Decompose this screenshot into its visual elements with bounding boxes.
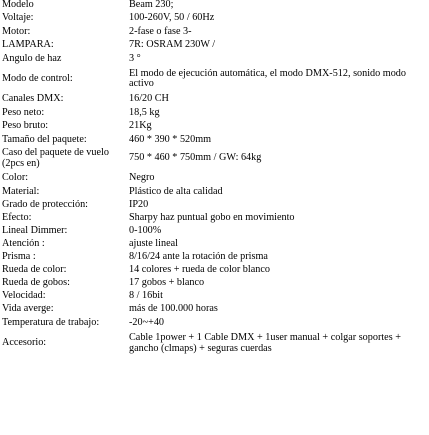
spec-value: 8/16/24 ante la rotación de prisma [129,250,268,262]
spec-label: Modo de control: [2,72,73,84]
spec-label: Peso neto: [2,106,45,118]
spec-row-lineal-dimmer [2,225,428,238]
spec-value: ajuste lineal [129,237,178,249]
spec-row-modo-de-control [2,67,428,92]
spec-label: Rueda de gobos: [2,276,70,288]
spec-value: 3 ° [129,53,141,65]
spec-value: 18,5 kg [129,106,160,118]
spec-table [2,0,428,358]
spec-row-peso-neto [2,107,428,120]
spec-value: Beam 230; [129,0,174,10]
spec-row-temperatura-de-trabajo [2,317,428,330]
spec-label: LAMPARA: [2,39,54,51]
spec-value: Negro [129,171,155,183]
spec-value: 0-100% [129,224,162,236]
spec-value: Cable 1power + 1 Cable DMX + 1user manual + colgar soportes + gancho (clmaps) + seguras cuerdas [129,332,401,354]
spec-value: IP20 [129,198,149,210]
spec-label: Temperatura de trabajo: [2,316,100,328]
spec-row-color [2,171,428,186]
spec-row-voltaje [2,11,428,27]
spec-value: El modo de ejecución automática, el modo DMX-512, sonido modo activo [129,67,406,90]
spec-label: Efecto: [2,211,32,223]
spec-label: Angulo de haz [2,53,62,65]
spec-value: 16/20 CH [129,92,169,104]
spec-row-grado-de-proteccion [2,199,428,212]
spec-value: 14 colores + rueda de color blanco [129,263,270,275]
spec-label: Voltaje: [2,12,34,24]
spec-label: Motor: [2,26,31,38]
spec-value: Sharpy haz puntual gobo en movimiento [129,211,295,223]
spec-row-efecto [2,212,428,225]
spec-row-accesorio [2,330,428,358]
spec-label: Color: [2,171,29,183]
spec-label: Canales DMX: [2,92,64,104]
spec-value: 750 * 460 * 750mm / GW: 64kg [129,152,262,164]
spec-value: 7R: OSRAM 230W / [129,39,216,51]
spec-label: Accesorio: [2,337,47,349]
spec-row-lampara [2,39,428,53]
spec-label: Grado de protección: [2,198,88,210]
spec-row-peso-bruto [2,120,428,134]
spec-row-rueda-de-color [2,264,428,277]
spec-value: 2-fase o fase 3- [129,26,192,38]
spec-value: 17 gobos + blanco [129,276,205,288]
spec-label: Velocidad: [2,289,46,301]
spec-value: Plástico de alta calidad [129,185,223,197]
spec-value: 460 * 390 * 520mm [129,133,212,145]
spec-label: Tamaño del paquete: [2,133,87,145]
spec-label: Vida averge: [2,303,54,315]
spec-label: Rueda de color: [2,263,67,275]
spec-row-vida-averge [2,303,428,317]
spec-row-prisma [2,251,428,264]
spec-label: Atención : [2,237,45,249]
spec-label: Modelo [2,0,34,10]
spec-row-canales-dmx [2,92,428,107]
spec-row-material [2,186,428,199]
spec-row-atencion [2,238,428,251]
spec-row-velocidad [2,290,428,303]
spec-row-angulo-de-haz [2,53,428,67]
spec-row-tamano-del-paquete [2,134,428,147]
spec-value: más de 100.000 horas [129,303,218,315]
spec-label: Prisma : [2,250,36,262]
spec-row-rueda-de-gobos [2,277,428,290]
spec-label: Caso del paquete de vuelo (2pcs en) [2,147,109,169]
spec-value: 100-260V, 50 / 60Hz [129,12,215,24]
spec-value: -20~+40 [129,316,165,328]
spec-row-motor [2,27,428,39]
spec-value: 8 / 16bit [129,289,163,301]
spec-label: Peso bruto: [2,120,49,132]
spec-label: Lineal Dimmer: [2,224,68,236]
spec-value: 21Kg [129,120,152,132]
spec-row-modelo [2,0,428,11]
spec-row-caso-del-paquete [2,147,428,171]
spec-label: Material: [2,185,40,197]
